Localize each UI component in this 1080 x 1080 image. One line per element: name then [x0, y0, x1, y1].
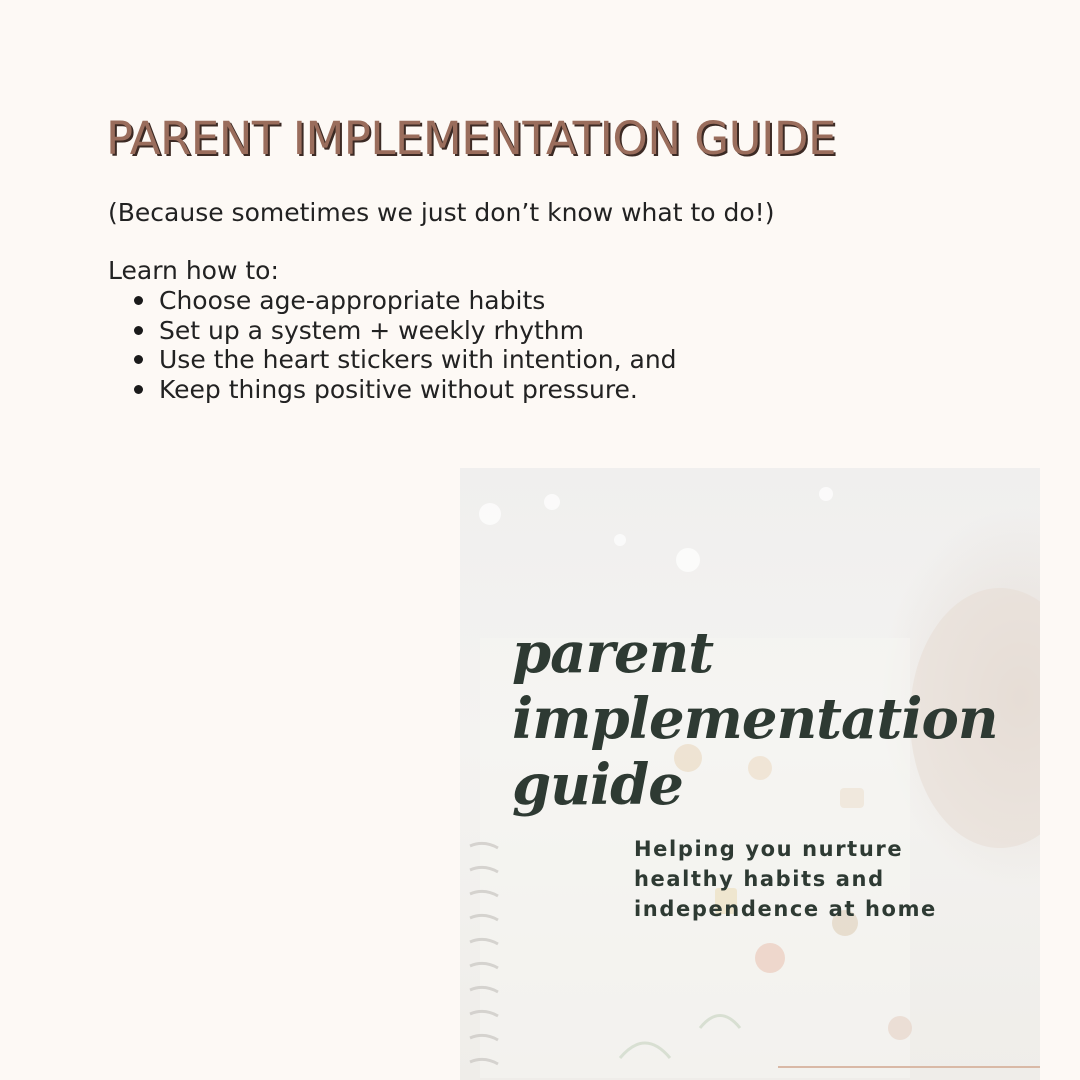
guide-cover-image [460, 468, 1040, 1080]
list-item [108, 286, 677, 316]
bullet-icon [134, 385, 143, 394]
cover-subtitle [634, 834, 937, 924]
list-item [108, 375, 677, 405]
list-item-label: Keep things positive without pressure. [159, 374, 638, 404]
bullet-icon [134, 326, 143, 335]
intro-text: Learn how to: [108, 256, 279, 285]
cover-subtitle-line: Helping you nurture [634, 837, 904, 861]
benefits-list [108, 286, 677, 404]
page-heading: PARENT IMPLEMENTATION GUIDE [106, 112, 836, 165]
list-item-label: Choose age-appropriate habits [159, 286, 546, 315]
cover-title-line: guide [512, 752, 683, 818]
cover-title [512, 620, 998, 818]
cover-subtitle-line: independence at home [634, 897, 937, 921]
bullet-icon [134, 296, 143, 305]
list-item [108, 316, 677, 346]
list-item-label: Set up a system + weekly rhythm [159, 315, 584, 345]
accent-rule [778, 1066, 1040, 1068]
bullet-icon [134, 355, 143, 364]
list-item-label: Use the heart stickers with intention, and [159, 345, 677, 374]
list-item [108, 345, 677, 375]
cover-title-line: parent [512, 620, 714, 686]
page-subtitle: (Because sometimes we just don’t know what to do!) [108, 198, 775, 227]
cover-title-line: implementation [512, 686, 998, 752]
cover-subtitle-line: healthy habits and [634, 867, 885, 891]
